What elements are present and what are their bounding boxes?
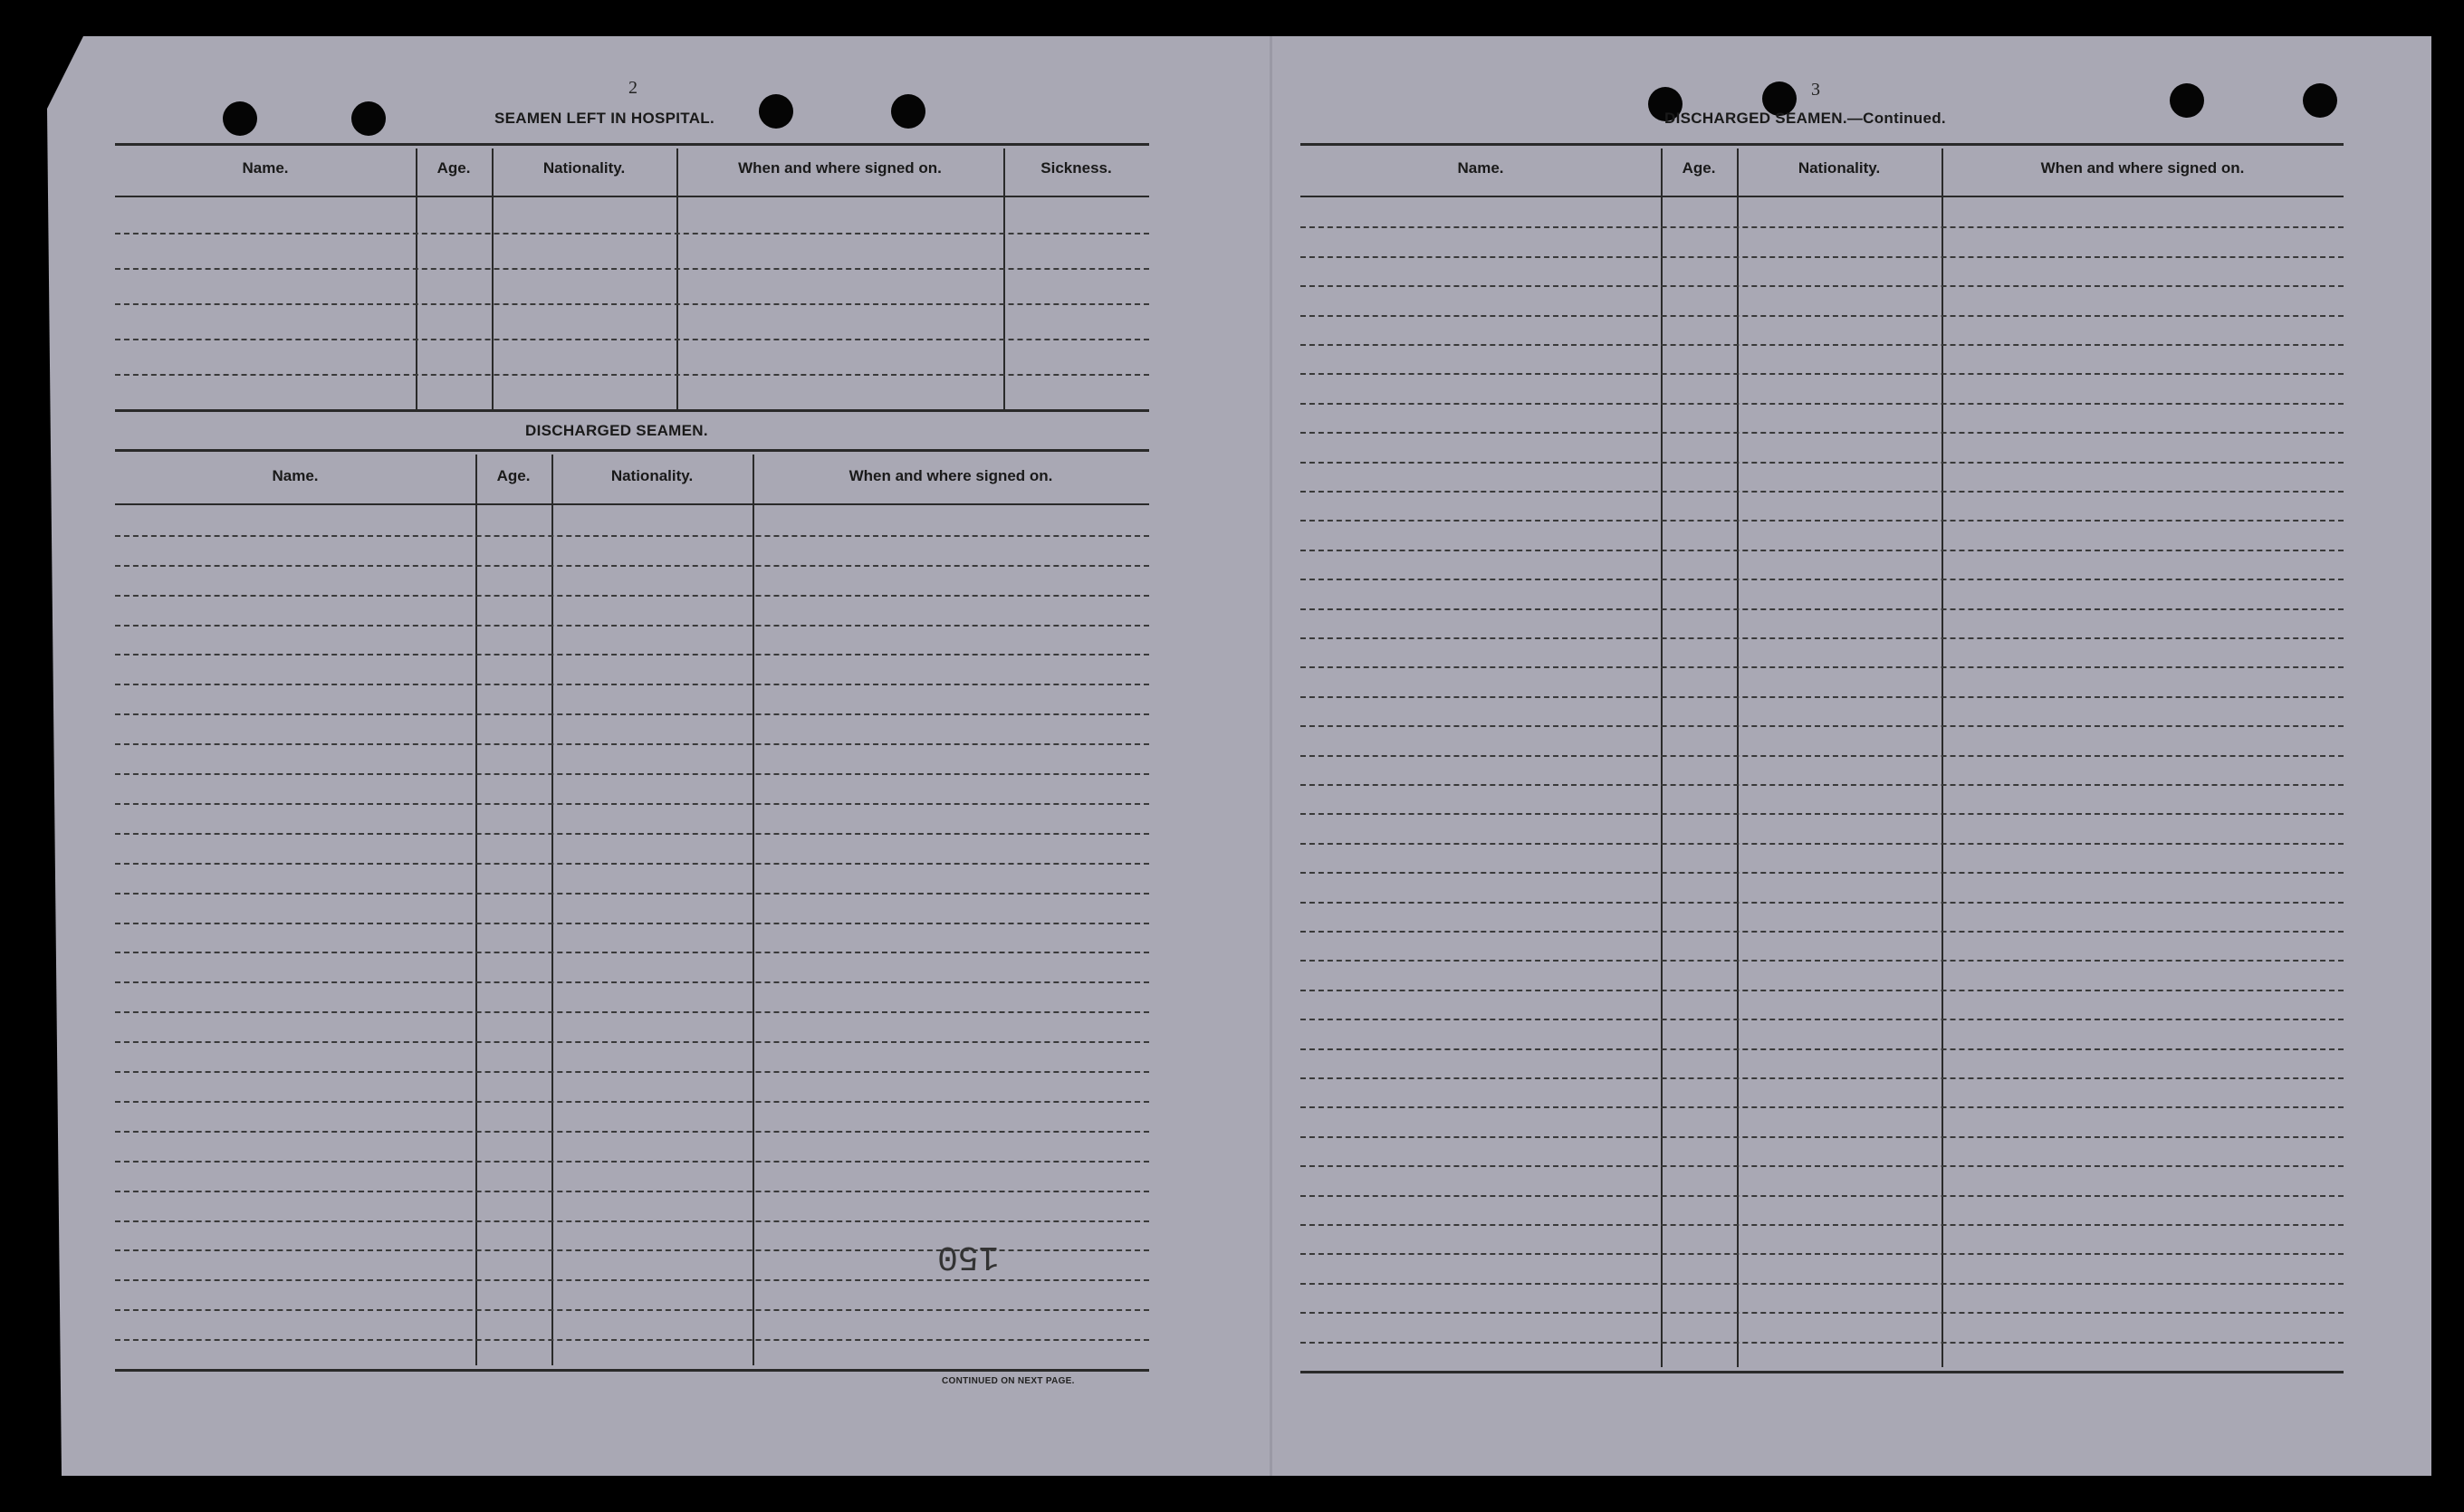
column-divider bbox=[492, 148, 494, 411]
discharged-section-title: DISCHARGED SEAMEN. bbox=[525, 422, 708, 439]
ruled-line bbox=[115, 1220, 1149, 1222]
continued-section-title: DISCHARGED SEAMEN.—Continued. bbox=[1664, 110, 1946, 127]
punch-hole bbox=[351, 101, 386, 136]
ruled-line bbox=[1300, 285, 2344, 287]
column-header-name: Name. bbox=[1457, 159, 1504, 177]
stamp-number: 150 bbox=[937, 1237, 1000, 1276]
ruled-line bbox=[1300, 843, 2344, 845]
ruled-line bbox=[115, 684, 1149, 685]
ruled-line bbox=[1300, 813, 2344, 815]
ruled-line bbox=[1300, 1165, 2344, 1167]
ruled-line bbox=[1300, 1195, 2344, 1197]
column-header-signed-on: When and where signed on. bbox=[848, 467, 1053, 484]
continued-table bbox=[1300, 143, 2344, 1376]
ruled-line bbox=[1300, 403, 2344, 405]
ruled-line bbox=[115, 743, 1149, 745]
ruled-line bbox=[115, 565, 1149, 567]
ruled-line bbox=[115, 952, 1149, 953]
column-divider bbox=[1737, 148, 1739, 1367]
ruled-line bbox=[115, 1191, 1149, 1192]
ruled-line bbox=[115, 713, 1149, 715]
column-divider bbox=[416, 148, 417, 411]
ruled-line bbox=[1300, 1253, 2344, 1255]
ruled-line bbox=[115, 268, 1149, 270]
ruled-line bbox=[115, 1011, 1149, 1013]
column-header-age: Age. bbox=[1682, 159, 1716, 177]
ruled-line bbox=[1300, 1224, 2344, 1226]
column-header-nationality: Nationality. bbox=[610, 467, 694, 484]
punch-hole bbox=[223, 101, 257, 136]
column-header-signed-on: When and where signed on. bbox=[2040, 159, 2245, 177]
ruled-line bbox=[1300, 784, 2344, 786]
ruled-line bbox=[115, 595, 1149, 597]
ruled-line bbox=[1300, 520, 2344, 522]
ruled-line bbox=[1300, 1283, 2344, 1285]
column-header-nationality: Nationality. bbox=[1798, 159, 1881, 177]
column-divider bbox=[753, 455, 754, 1365]
table-bottom-rule bbox=[115, 1369, 1149, 1372]
ruled-line bbox=[115, 1339, 1149, 1341]
hospital-section-title: SEAMEN LEFT IN HOSPITAL. bbox=[494, 110, 714, 127]
ruled-line bbox=[115, 803, 1149, 805]
ruled-line bbox=[1300, 315, 2344, 317]
ruled-line bbox=[1300, 755, 2344, 757]
header-rule bbox=[115, 503, 1149, 505]
ruled-line bbox=[115, 1161, 1149, 1163]
ruled-line bbox=[1300, 256, 2344, 258]
table-bottom-rule bbox=[115, 409, 1149, 412]
ruled-line bbox=[1300, 931, 2344, 933]
column-header-name: Name. bbox=[272, 467, 319, 484]
ruled-line bbox=[1300, 1077, 2344, 1079]
punch-hole bbox=[891, 94, 925, 129]
ruled-line bbox=[1300, 696, 2344, 698]
ruled-line bbox=[1300, 872, 2344, 874]
punch-hole bbox=[2170, 83, 2204, 118]
column-header-name: Name. bbox=[242, 159, 289, 177]
ruled-line bbox=[115, 233, 1149, 234]
column-divider bbox=[1941, 148, 1943, 1367]
table-top-rule bbox=[115, 449, 1149, 452]
column-divider bbox=[475, 455, 477, 1365]
ruled-line bbox=[115, 303, 1149, 305]
ruled-line bbox=[1300, 1342, 2344, 1344]
ruled-line bbox=[1300, 990, 2344, 991]
ruled-line bbox=[115, 625, 1149, 627]
ruled-line bbox=[115, 981, 1149, 983]
hospital-table bbox=[115, 143, 1149, 415]
column-header-age: Age. bbox=[436, 159, 471, 177]
ruled-line bbox=[1300, 1048, 2344, 1050]
page-number-left: 2 bbox=[628, 78, 638, 98]
ruled-line bbox=[115, 1071, 1149, 1073]
ruled-line bbox=[1300, 373, 2344, 375]
ruled-line bbox=[1300, 608, 2344, 610]
ruled-line bbox=[1300, 666, 2344, 668]
ruled-line bbox=[1300, 226, 2344, 228]
table-top-rule bbox=[115, 143, 1149, 146]
ruled-line bbox=[115, 1131, 1149, 1133]
table-top-rule bbox=[1300, 143, 2344, 146]
ruled-line bbox=[1300, 637, 2344, 639]
ruled-line bbox=[115, 923, 1149, 924]
ruled-line bbox=[1300, 960, 2344, 962]
ruled-line bbox=[1300, 491, 2344, 493]
column-header-nationality: Nationality. bbox=[542, 159, 626, 177]
ruled-line bbox=[1300, 550, 2344, 551]
ruled-line bbox=[1300, 1106, 2344, 1108]
ruled-line bbox=[115, 535, 1149, 537]
column-divider bbox=[1661, 148, 1663, 1367]
ruled-line bbox=[115, 893, 1149, 895]
column-header-age: Age. bbox=[496, 467, 531, 484]
ruled-line bbox=[1300, 344, 2344, 346]
ruled-line bbox=[115, 374, 1149, 376]
ruled-line bbox=[115, 1309, 1149, 1311]
ruled-line bbox=[115, 339, 1149, 340]
column-divider bbox=[1003, 148, 1005, 411]
ruled-line bbox=[115, 1279, 1149, 1281]
ruled-line bbox=[115, 833, 1149, 835]
ruled-line bbox=[115, 863, 1149, 865]
column-divider bbox=[551, 455, 553, 1365]
column-header-sickness: Sickness. bbox=[1040, 159, 1112, 177]
ruled-line bbox=[115, 654, 1149, 656]
ruled-line bbox=[115, 1101, 1149, 1103]
page-fold bbox=[1270, 36, 1272, 1476]
ruled-line bbox=[1300, 579, 2344, 580]
ruled-line bbox=[1300, 725, 2344, 727]
punch-hole bbox=[2303, 83, 2337, 118]
discharged-table bbox=[115, 449, 1149, 1373]
continued-footer: CONTINUED ON NEXT PAGE. bbox=[942, 1376, 1075, 1386]
ruled-line bbox=[1300, 1136, 2344, 1138]
table-bottom-rule bbox=[1300, 1371, 2344, 1373]
ruled-line bbox=[1300, 902, 2344, 904]
header-rule bbox=[1300, 196, 2344, 197]
page-number-right: 3 bbox=[1811, 80, 1820, 100]
ruled-line bbox=[1300, 1019, 2344, 1020]
column-divider bbox=[676, 148, 678, 411]
ruled-line bbox=[1300, 1312, 2344, 1314]
column-header-signed-on: When and where signed on. bbox=[738, 159, 942, 177]
punch-hole bbox=[759, 94, 793, 129]
ruled-line bbox=[115, 773, 1149, 775]
ruled-line bbox=[1300, 462, 2344, 464]
header-rule bbox=[115, 196, 1149, 197]
ruled-line bbox=[1300, 432, 2344, 434]
ruled-line bbox=[115, 1041, 1149, 1043]
